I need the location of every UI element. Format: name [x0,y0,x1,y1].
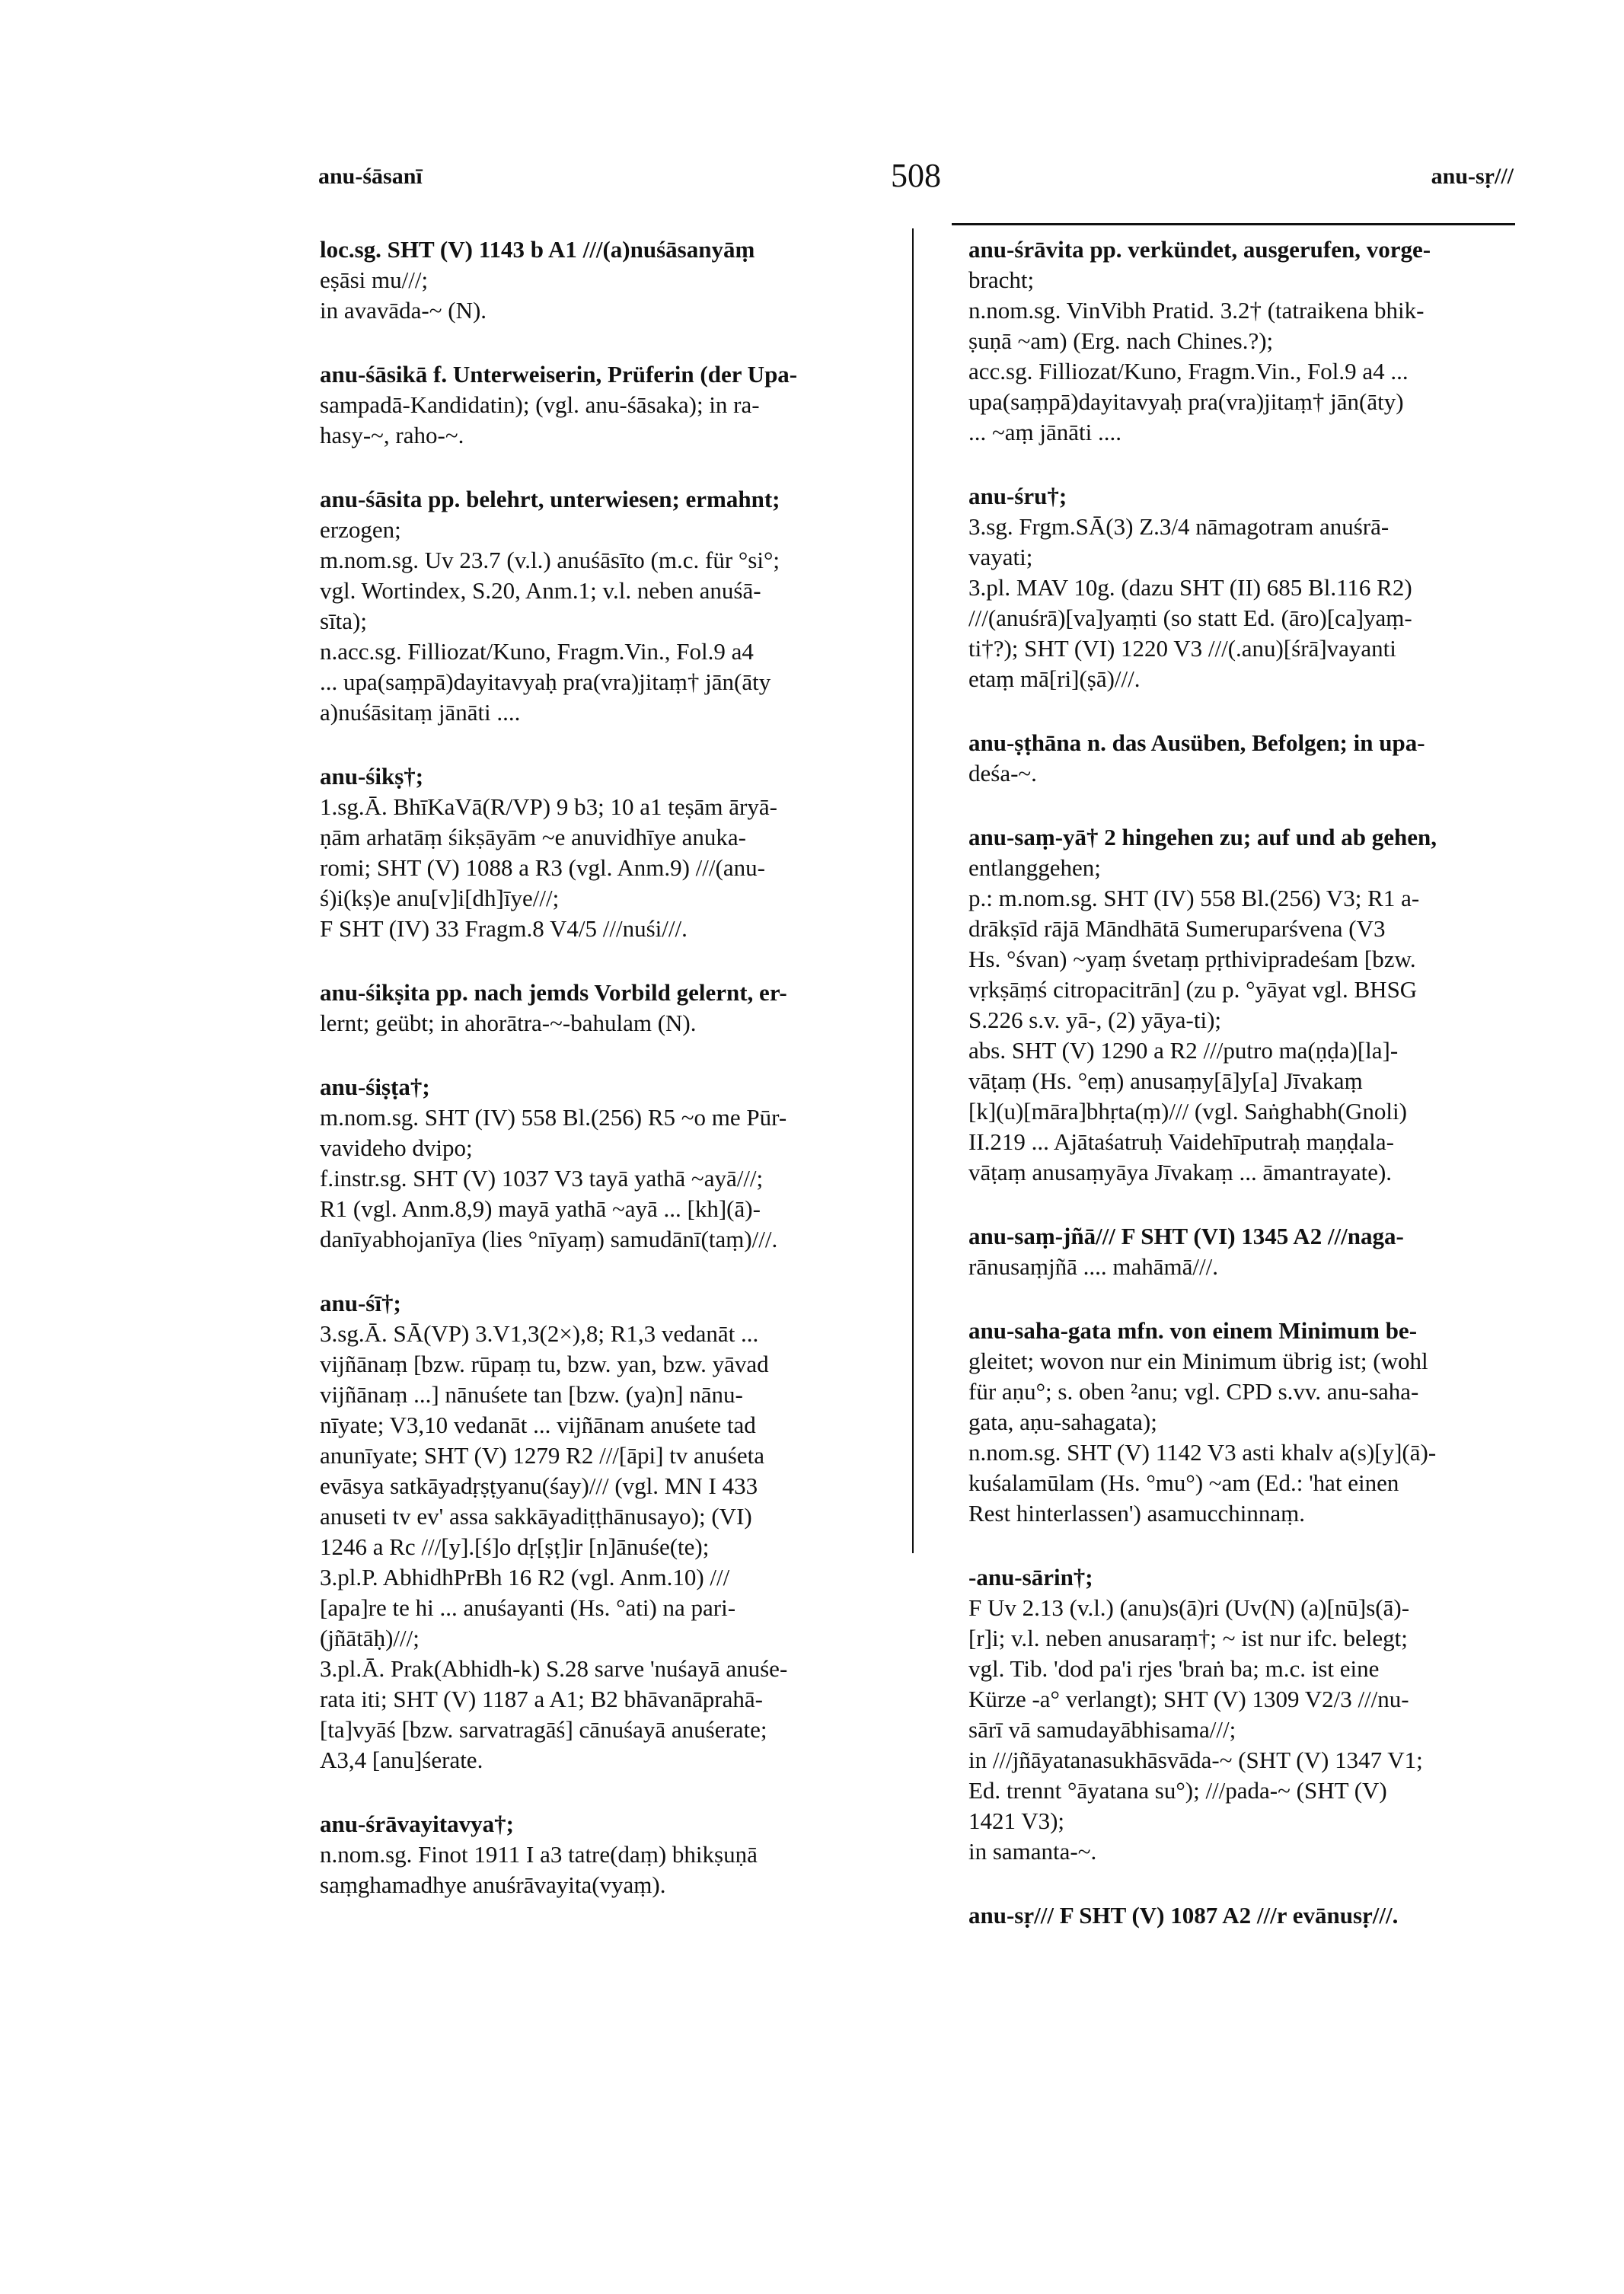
right-column [968,235,1513,1964]
entry-headline: anu-śru†; [968,483,1067,509]
entry-line: vgl. Tib. 'dod pa'i rjes 'braṅ ba; m.c. ist eine [968,1655,1380,1682]
entry-headline: anu-śī†; [320,1290,401,1316]
entry-headline: anu-śiṣṭa†; [320,1074,430,1100]
entry-headline: anu-śāsita pp. belehrt, unterwiesen; ermahnt; [320,486,780,512]
entry-line: vayati; [968,544,1033,570]
dictionary-entry [968,235,1513,448]
entry-headline: anu-śikṣita pp. nach jemds Vorbild gelernt, er- [320,979,787,1006]
entry-line: ṇām arhatāṃ śikṣāyām ~e anuvidhīye anuka- [320,824,746,850]
dictionary-entry [320,1809,883,1900]
dictionary-entry [320,1072,883,1255]
entry-headline: anu-śrāvita pp. verkündet, ausgerufen, vorge- [968,236,1431,263]
entry-line: 1.sg.Ā. BhīKaVā(R/VP) 9 b3; 10 a1 teṣām āryā- [320,793,777,820]
entry-line: entlanggehen; [968,854,1101,881]
entry-line: [k](u)[māra]bhṛta(ṃ)/// (vgl. Saṅghabh(Gnoli) [968,1098,1407,1125]
dictionary-entry [320,761,883,944]
entry-line: sampadā-Kandidatin); (vgl. anu-śāsaka); in ra- [320,391,760,418]
entry-headline: anu-sṛ/// F SHT (V) 1087 A2 ///r evānusṛ///. [968,1902,1399,1929]
entry-line: upa(saṃpā)dayitavyaḥ pra(vra)jitaṃ† jān(āty) [968,388,1404,415]
entry-line: 3.pl.P. AbhidhPrBh 16 R2 (vgl. Anm.10) /// [320,1564,730,1590]
entry-line: (jñātāḥ)///; [320,1625,420,1651]
entry-line: deśa-~. [968,760,1037,786]
dictionary-entry [320,1288,883,1776]
entry-line: ś)i(kṣ)e anu[v]i[dh]īye///; [320,885,560,911]
dictionary-entry [968,481,1513,694]
entry-line: ṣuṇā ~am) (Erg. nach Chines.?); [968,327,1274,354]
entry-headline: anu-śāsikā f. Unterweiserin, Prüferin (der Upa- [320,361,798,388]
entry-line: gleitet; wovon nur ein Minimum übrig ist; (wohl [968,1348,1428,1374]
page-number: 508 [891,157,941,194]
entry-line: acc.sg. Filliozat/Kuno, Fragm.Vin., Fol.9 a4 ... [968,358,1409,384]
entry-line: rata iti; SHT (V) 1187 a A1; B2 bhāvanāprahā- [320,1686,763,1712]
dictionary-entry [968,728,1513,789]
running-head-left: anu-śāsanī [318,164,423,189]
entry-line: vāṭaṃ (Hs. °eṃ) anusaṃy[ā]y[a] Jīvakaṃ [968,1067,1363,1094]
page-header [318,156,1514,202]
entry-line: vāṭaṃ anusaṃyāya Jīvakaṃ ... āmantrayate). [968,1159,1393,1185]
entry-line: A3,4 [anu]śerate. [320,1747,483,1773]
entry-headline: anu-saṃ-yā† 2 hingehen zu; auf und ab gehen, [968,824,1437,850]
entry-line: 3.sg.Ā. SĀ(VP) 3.V1,3(2×),8; R1,3 vedanāt ... [320,1320,759,1347]
entry-line: ... ~aṃ jānāti .... [968,419,1122,445]
entry-line: in ///jñāyatanasukhāsvāda-~ (SHT (V) 1347 V1; [968,1747,1423,1773]
entry-line: gata, aṇu-sahagata); [968,1409,1157,1435]
entry-line: saṃghamadhye anuśrāvayita(vyaṃ). [320,1871,666,1898]
entry-line: Hs. °śvan) ~yaṃ śvetaṃ pṛthivipradeśam [bzw. [968,946,1416,972]
entry-line: vṛkṣāṃś citropacitrān] (zu p. °yāyat vgl. BHSG [968,976,1418,1003]
entry-line: m.nom.sg. Uv 23.7 (v.l.) anuśāsīto (m.c. für °si°; [320,547,780,573]
entry-line: n.nom.sg. SHT (V) 1142 V3 asti khalv a(s)[y](ā)- [968,1439,1437,1466]
entry-line: p.: m.nom.sg. SHT (IV) 558 Bl.(256) V3; R1 a- [968,885,1420,911]
entry-line: danīyabhojanīya (lies °nīyaṃ) samudānī(taṃ)///. [320,1226,778,1252]
entry-headline: anu-saṃ-jñā/// F SHT (VI) 1345 A2 ///naga- [968,1223,1404,1249]
left-column [320,235,883,1934]
entry-line: 3.pl.Ā. Prak(Abhidh-k) S.28 sarve 'nuśayā anuśe- [320,1655,788,1682]
header-rule [952,223,1515,225]
dictionary-entry [968,1900,1513,1931]
entry-line: n.acc.sg. Filliozat/Kuno, Fragm.Vin., Fol.9 a4 [320,638,754,665]
dictionary-entry [968,1562,1513,1867]
entry-line: Kürze -a° verlangt); SHT (V) 1309 V2/3 ///nu- [968,1686,1409,1712]
entry-line: sīta); [320,608,367,634]
entry-line: [r]i; v.l. neben anusaraṃ†; ~ ist nur ifc. belegt; [968,1625,1408,1651]
entry-line: lernt; geübt; in ahorātra-~-bahulam (N). [320,1010,697,1036]
entry-line: in samanta-~. [968,1838,1097,1865]
entry-line: vavideho dvipo; [320,1134,473,1161]
entry-headline: anu-śrāvayitavya†; [320,1811,514,1837]
entry-line: vijñānaṃ [bzw. rūpaṃ tu, bzw. yan, bzw. yāvad [320,1351,769,1377]
entry-line: S.226 s.v. yā-, (2) yāya-ti); [968,1007,1222,1033]
dictionary-entry [968,1221,1513,1282]
entry-line: anunīyate; SHT (V) 1279 R2 ///[āpi] tv anuśeta [320,1442,765,1469]
entry-line: m.nom.sg. SHT (IV) 558 Bl.(256) R5 ~o me Pūr- [320,1104,787,1131]
entry-line: Ed. trennt °āyatana su°); ///pada-~ (SHT (V) [968,1777,1387,1804]
entry-line: evāsya satkāyadṛṣṭyanu(śay)/// (vgl. MN I 433 [320,1472,758,1499]
running-head-right: anu-sṛ/// [1431,164,1514,189]
dictionary-entry [320,978,883,1039]
entry-line: sārī vā samudayābhisama///; [968,1716,1236,1743]
entry-headline: loc.sg. SHT (V) 1143 b A1 ///(a)nuśāsanyāṃ [320,236,755,263]
entry-line: eṣāsi mu///; [320,266,429,293]
entry-line: 1421 V3); [968,1807,1065,1834]
entry-line: bracht; [968,266,1035,293]
entry-line: ///(anuśrā)[va]yaṃti (so statt Ed. (āro)[ca]yaṃ- [968,605,1412,631]
dictionary-entry [968,822,1513,1188]
dictionary-entry [320,235,883,326]
entry-line: rānusaṃjñā .... mahāmā///. [968,1253,1218,1280]
entry-line: drākṣīd rājā Māndhātā Sumeruparśvena (V3 [968,915,1386,942]
entry-line: hasy-~, raho-~. [320,422,464,448]
entry-line: F SHT (IV) 33 Fragm.8 V4/5 ///nuśi///. [320,915,688,942]
entry-line: Rest hinterlassen') asamucchinnaṃ. [968,1500,1306,1527]
entry-line: n.nom.sg. VinVibh Pratid. 3.2† (tatraikena bhik- [968,297,1425,324]
entry-line: vijñānaṃ ...] nānuśete tan [bzw. (ya)n] nānu- [320,1381,743,1408]
entry-line: nīyate; V3,10 vedanāt ... vijñānam anuśete tad [320,1412,756,1438]
entry-line: vgl. Wortindex, S.20, Anm.1; v.l. neben anuśā- [320,577,761,604]
entry-line: 1246 a Rc ///[y].[ś]o dṛ[ṣṭ]ir [n]ānuśe(te); [320,1533,710,1560]
entry-line: [apa]re te hi ... anuśayanti (Hs. °ati) na pari- [320,1594,736,1621]
entry-line: [ta]vyāś [bzw. sarvatragāś] cānuśayā anuśerate; [320,1716,767,1743]
entry-line: kuśalamūlam (Hs. °mu°) ~am (Ed.: 'hat einen [968,1469,1399,1496]
entry-line: abs. SHT (V) 1290 a R2 ///putro ma(ṇḍa)[la]- [968,1037,1399,1064]
entry-line: 3.pl. MAV 10g. (dazu SHT (II) 685 Bl.116 R2) [968,574,1412,601]
entry-line: etaṃ mā[ri](ṣā)///. [968,665,1141,692]
entry-line: F Uv 2.13 (v.l.) (anu)s(ā)ri (Uv(N) (a)[nū]s(ā)- [968,1594,1410,1621]
entry-line: a)nuśāsitaṃ jānāti .... [320,699,521,726]
column-divider [912,228,914,1553]
entry-headline: anu-śikṣ†; [320,763,424,790]
entry-line: in avavāda-~ (N). [320,297,487,324]
entry-headline: anu-saha-gata mfn. von einem Minimum be- [968,1317,1418,1344]
entry-line: R1 (vgl. Anm.8,9) mayā yathā ~ayā ... [kh](ā)- [320,1195,761,1222]
entry-line: ti†?); SHT (VI) 1220 V3 ///(.anu)[śrā]vayanti [968,635,1396,662]
entry-headline: anu-ṣṭhāna n. das Ausüben, Befolgen; in upa- [968,729,1425,756]
entry-line: n.nom.sg. Finot 1911 I a3 tatre(daṃ) bhikṣuṇā [320,1841,758,1868]
entry-line: ... upa(saṃpā)dayitavyaḥ pra(vra)jitaṃ† jān(āty [320,668,771,695]
entry-line: anuseti tv ev' assa sakkāyadiṭṭhānusayo); (VI) [320,1503,752,1530]
entry-line: für aṇu°; s. oben ²anu; vgl. CPD s.vv. anu-saha- [968,1378,1419,1405]
entry-line: II.219 ... Ajātaśatruḥ Vaidehīputraḥ maṇḍala- [968,1128,1394,1155]
dictionary-entry [320,484,883,728]
entry-line: romi; SHT (V) 1088 a R3 (vgl. Anm.9) ///(anu- [320,854,765,881]
entry-headline: -anu-sārin†; [968,1564,1093,1590]
entry-line: 3.sg. Frgm.SĀ(3) Z.3/4 nāmagotram anuśrā- [968,513,1389,540]
entry-line: f.instr.sg. SHT (V) 1037 V3 tayā yathā ~ayā///; [320,1165,764,1192]
dictionary-entry [968,1316,1513,1529]
dictionary-entry [320,359,883,451]
entry-line: erzogen; [320,516,401,543]
